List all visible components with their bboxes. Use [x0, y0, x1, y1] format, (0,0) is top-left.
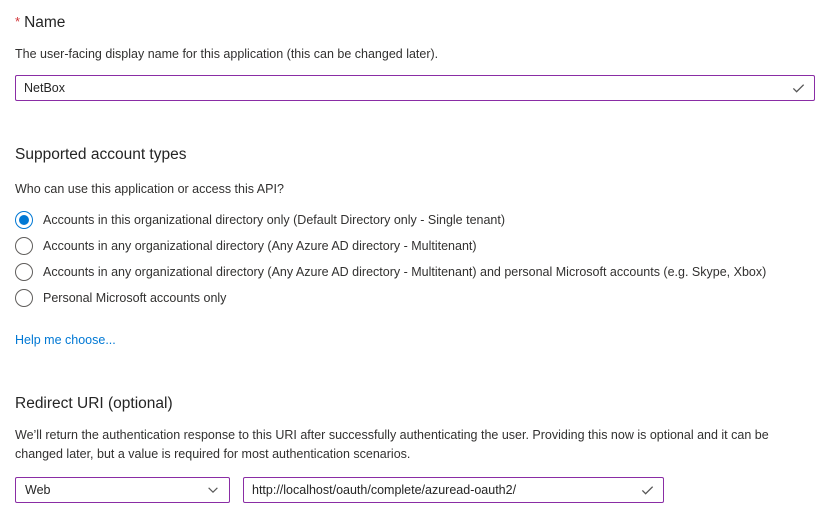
platform-select[interactable]	[15, 477, 230, 503]
help-me-choose-link[interactable]: Help me choose...	[15, 333, 116, 347]
radio-option-multitenant-personal[interactable]	[15, 259, 815, 285]
redirect-uri-title: Redirect URI (optional)	[15, 395, 173, 412]
radio-label: Personal Microsoft accounts only	[43, 291, 227, 305]
radio-button[interactable]	[15, 237, 33, 255]
platform-select-value: Web	[25, 483, 51, 497]
redirect-uri-input[interactable]	[243, 477, 664, 503]
radio-option-personal-only[interactable]	[15, 285, 815, 311]
radio-label: Accounts in any organizational directory (Any Azure AD directory - Multitenant) and personal Microsoft accounts (e.g. Skype, Xbox)	[43, 265, 767, 279]
radio-label: Accounts in this organizational directory only (Default Directory only - Single tenant)	[43, 213, 506, 227]
chevron-down-icon	[206, 483, 220, 497]
radio-option-multitenant[interactable]	[15, 233, 815, 259]
redirect-uri-input-wrap	[243, 477, 664, 503]
name-description: The user-facing display name for this application (this can be changed later).	[15, 47, 439, 61]
required-asterisk: *	[15, 14, 21, 29]
account-type-radio-group	[15, 207, 815, 311]
radio-button[interactable]	[15, 211, 33, 229]
radio-button[interactable]	[15, 263, 33, 281]
redirect-uri-description: We’ll return the authentication response to this URI after successfully authenticating the user. Providing this now is optional and it can be changed later, but a value is required for most authentication scenarios.	[15, 428, 769, 461]
name-section-title	[15, 12, 815, 33]
supported-account-types-title: Supported account types	[15, 146, 187, 163]
name-title-text: Name	[24, 14, 66, 31]
name-input[interactable]	[15, 75, 815, 101]
redirect-uri-controls	[15, 477, 815, 503]
radio-label: Accounts in any organizational directory (Any Azure AD directory - Multitenant)	[43, 239, 477, 253]
radio-option-single-tenant[interactable]	[15, 207, 815, 233]
name-input-wrap	[15, 75, 815, 101]
supported-question: Who can use this application or access this API?	[15, 182, 284, 196]
radio-button[interactable]	[15, 289, 33, 307]
